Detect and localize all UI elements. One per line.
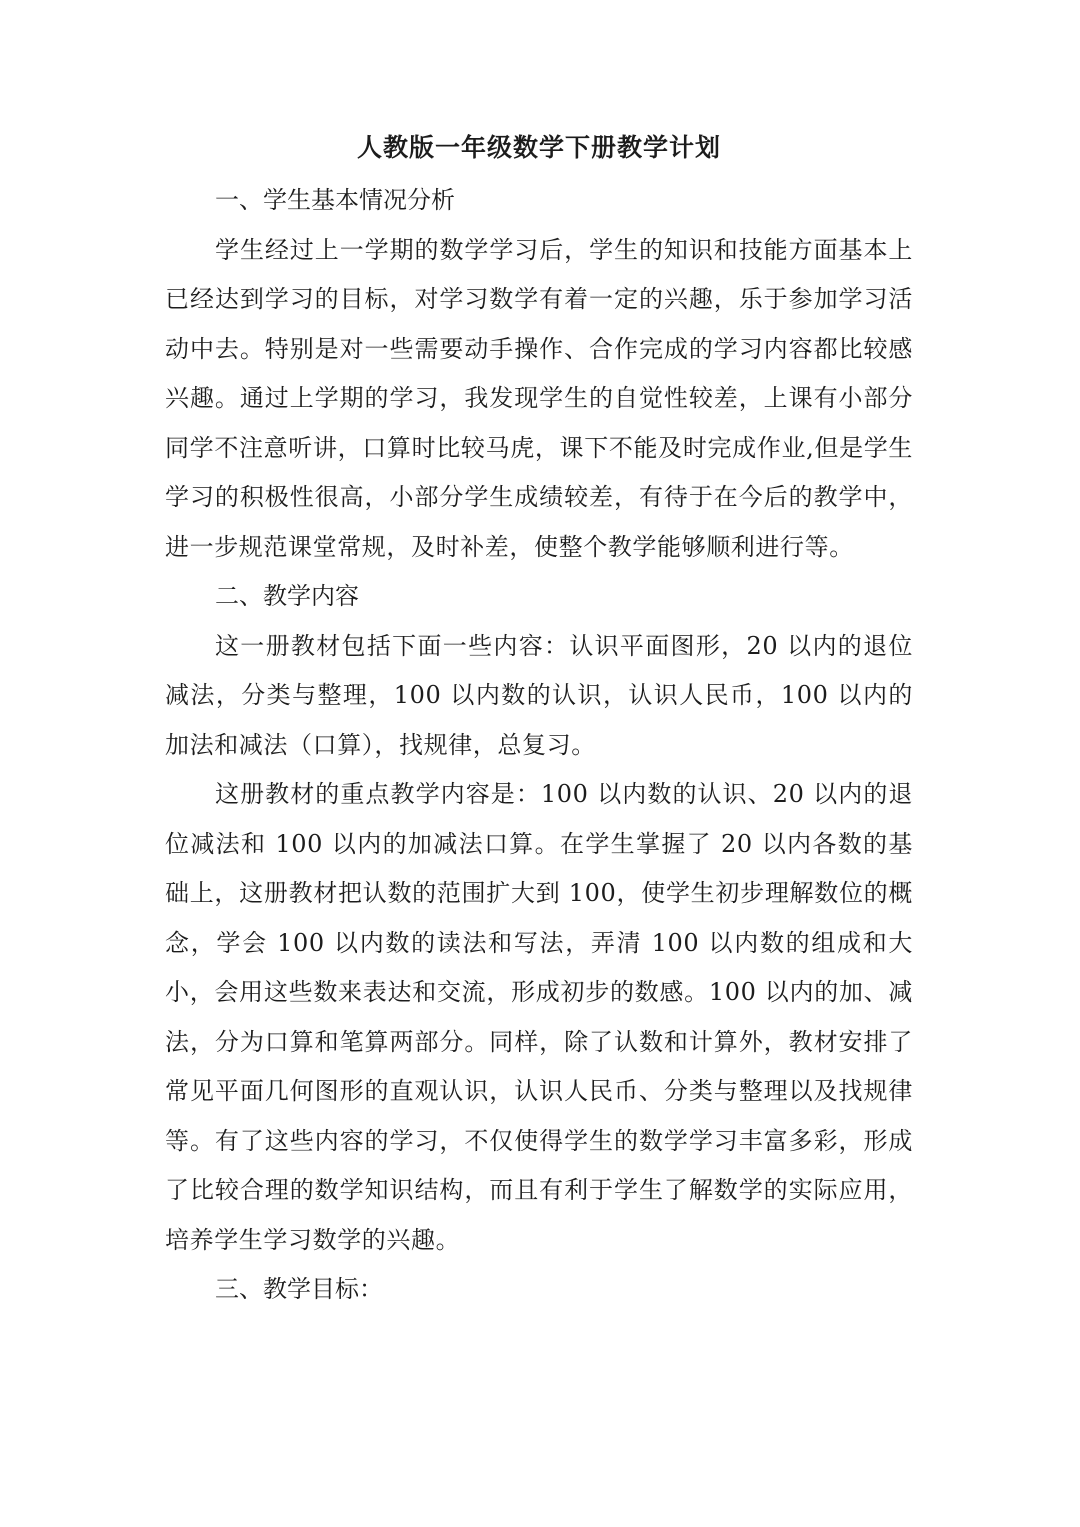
document-body — [165, 126, 913, 1315]
document-title: 人教版一年级数学下册教学计划 — [356, 133, 721, 162]
section-heading-teaching-goals: 三、教学目标： — [215, 1275, 383, 1303]
paragraph-textbook-content: 这一册教材包括下面一些内容：认识平面图形，20 以内的退位减法，分类与整理，100 以内数的认识，认识人民币，100 以内的加法和减法（口算），找规律，总复习。 — [165, 631, 913, 759]
section-heading-teaching-content: 二、教学内容 — [215, 582, 359, 610]
section-heading-student-analysis: 一、学生基本情况分析 — [215, 186, 455, 214]
paragraph-student-analysis: 学生经过上一学期的数学学习后，学生的知识和技能方面基本上已经达到学习的目标，对学习数学有着一定的兴趣，乐于参加学习活动中去。特别是对一些需要动手操作、合作完成的学习内容都比较感兴趣。通过上学期的学习，我发现学生的自觉性较差，上课有小部分同学不注意听讲，口算时比较马虎，课下不能及时完成作业,但是学生学习的积极性很高，小部分学生成绩较差，有待于在今后的教学中，进一步规范课堂常规，及时补差，使整个教学能够顺利进行等。 — [165, 235, 913, 561]
paragraph-key-content: 这册教材的重点教学内容是：100 以内数的认识、20 以内的退位减法和 100 以内的加减法口算。在学生掌握了 20 以内各数的基础上，这册教材把认数的范围扩大到 100，使学生初步理解数位的概念，学会 100 以内数的读法和写法，弄清 100 以内数的组成和大小，会用这些数来表达和交流，形成初步的数感。100 以内的加、减法，分为口算和笔算两部分。同样，除了认数和计算外，教材安排了常见平面几何图形的直观认识，认识人民币、分类与整理以及找规律等。有了这些内容的学习，不仅使得学生的数学学习丰富多彩，形成了比较合理的数学知识结构，而且有利于学生了解数学的实际应用，培养学生学习数学的兴趣。 — [165, 780, 913, 1254]
